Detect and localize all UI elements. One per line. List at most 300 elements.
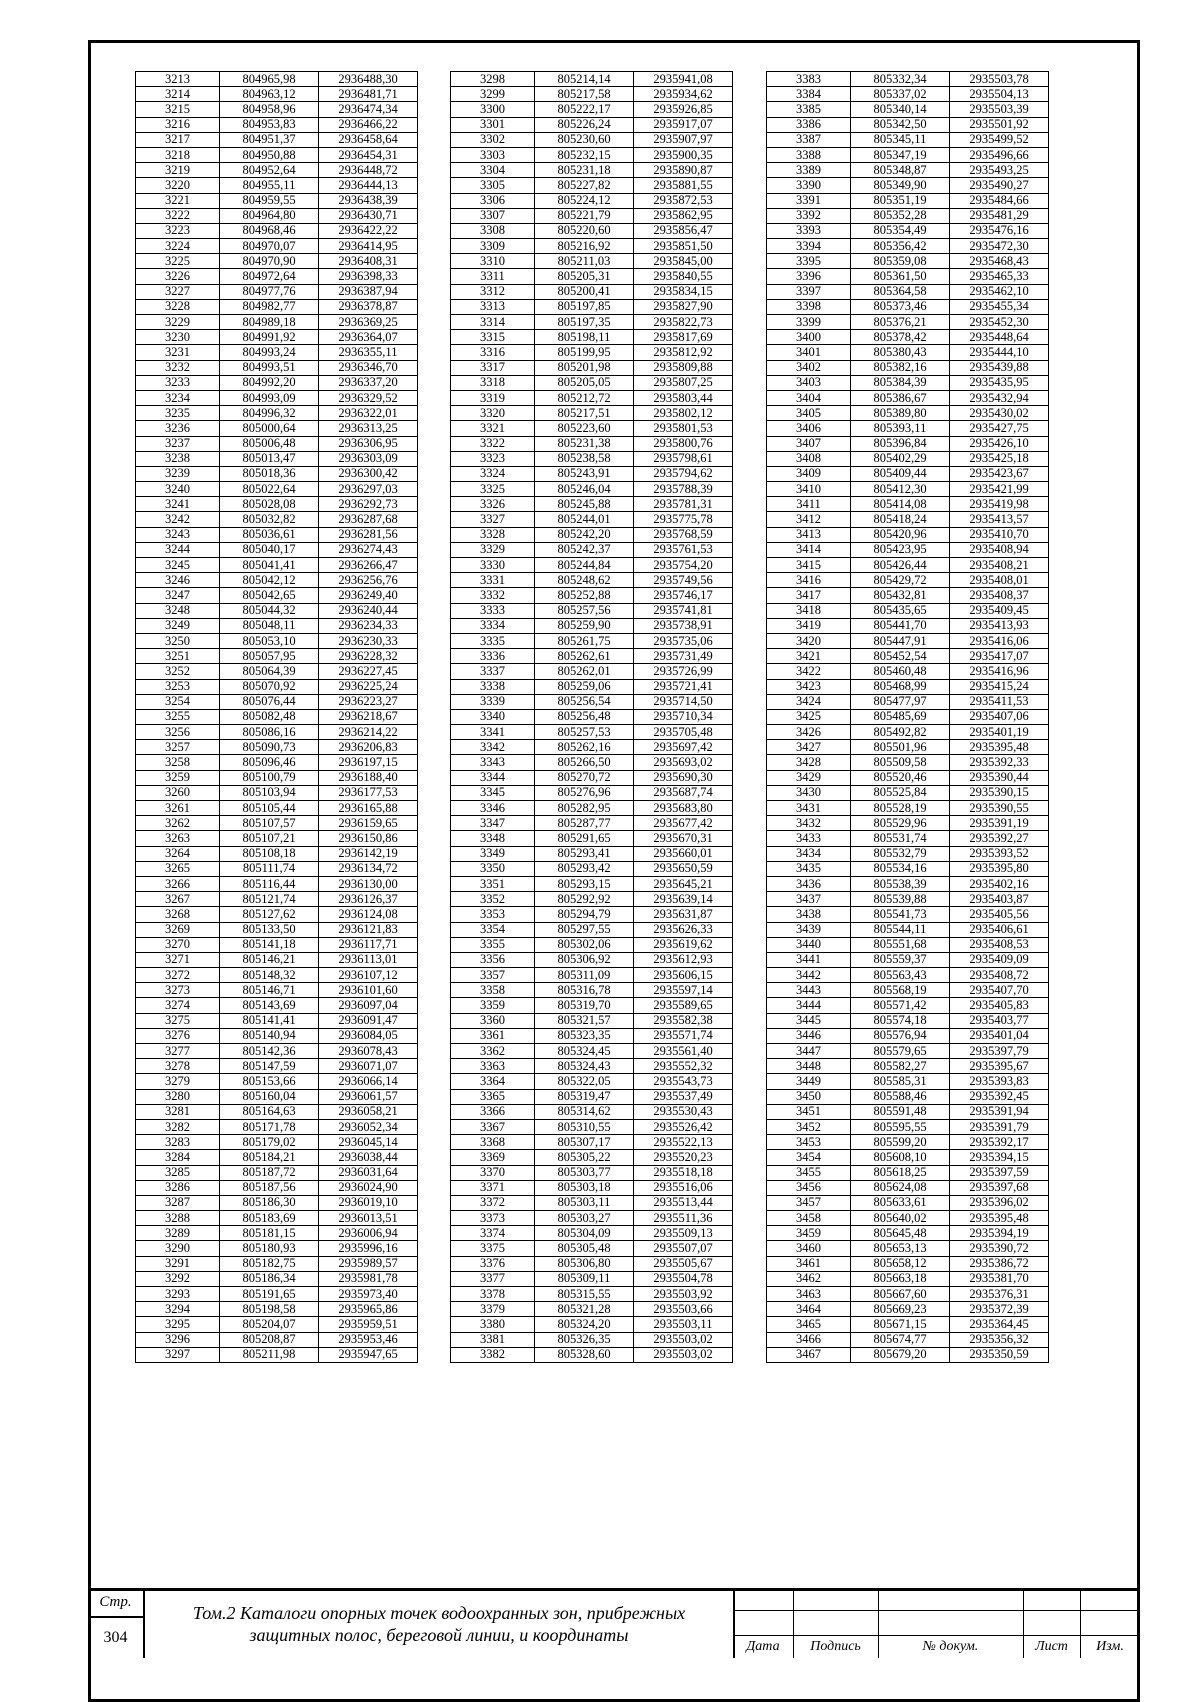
table-row <box>136 406 418 421</box>
table-row <box>767 755 1049 770</box>
x-coordinate-cell: 804951,37 <box>220 132 319 147</box>
table-row <box>136 740 418 755</box>
point-number-cell: 3232 <box>136 360 220 375</box>
y-coordinate-cell: 2935697,42 <box>634 740 733 755</box>
x-coordinate-cell: 805140,94 <box>220 1028 319 1043</box>
point-number-cell: 3247 <box>136 588 220 603</box>
y-coordinate-cell: 2935405,83 <box>950 998 1049 1013</box>
x-coordinate-cell: 805393,11 <box>851 421 950 436</box>
y-coordinate-cell: 2935397,59 <box>950 1165 1049 1180</box>
point-number-cell: 3433 <box>767 831 851 846</box>
table-row <box>767 573 1049 588</box>
x-coordinate-cell: 805183,69 <box>220 1211 319 1226</box>
y-coordinate-cell: 2936364,07 <box>319 330 418 345</box>
x-coordinate-cell: 805180,93 <box>220 1241 319 1256</box>
x-coordinate-cell: 805409,44 <box>851 466 950 481</box>
x-coordinate-cell: 805242,37 <box>535 542 634 557</box>
y-coordinate-cell: 2935552,32 <box>634 1059 733 1074</box>
table-row <box>767 952 1049 967</box>
table-row <box>136 1287 418 1302</box>
point-number-cell: 3240 <box>136 482 220 497</box>
point-number-cell: 3219 <box>136 163 220 178</box>
x-coordinate-cell: 805520,46 <box>851 770 950 785</box>
table-row <box>451 573 733 588</box>
table-row <box>767 1180 1049 1195</box>
revision-grid-line <box>733 1610 1140 1611</box>
point-number-cell: 3276 <box>136 1028 220 1043</box>
x-coordinate-cell: 805376,21 <box>851 315 950 330</box>
x-coordinate-cell: 805653,13 <box>851 1241 950 1256</box>
y-coordinate-cell: 2935392,17 <box>950 1135 1049 1150</box>
point-number-cell: 3373 <box>451 1211 535 1226</box>
point-number-cell: 3436 <box>767 876 851 891</box>
y-coordinate-cell: 2935408,53 <box>950 937 1049 952</box>
point-number-cell: 3461 <box>767 1256 851 1271</box>
table-row <box>451 330 733 345</box>
point-number-cell: 3420 <box>767 633 851 648</box>
point-number-cell: 3401 <box>767 345 851 360</box>
x-coordinate-cell: 805551,68 <box>851 937 950 952</box>
x-coordinate-cell: 805426,44 <box>851 558 950 573</box>
point-number-cell: 3326 <box>451 497 535 512</box>
point-number-cell: 3262 <box>136 816 220 831</box>
table-row <box>451 87 733 102</box>
point-number-cell: 3314 <box>451 315 535 330</box>
y-coordinate-cell: 2935934,62 <box>634 87 733 102</box>
point-number-cell: 3418 <box>767 603 851 618</box>
point-number-cell: 3234 <box>136 390 220 405</box>
table-row <box>451 1104 733 1119</box>
y-coordinate-cell: 2936458,64 <box>319 132 418 147</box>
table-row <box>451 208 733 223</box>
y-coordinate-cell: 2935455,34 <box>950 299 1049 314</box>
y-coordinate-cell: 2936266,47 <box>319 558 418 573</box>
x-coordinate-cell: 805261,75 <box>535 633 634 648</box>
x-coordinate-cell: 805306,92 <box>535 952 634 967</box>
y-coordinate-cell: 2935417,07 <box>950 649 1049 664</box>
y-coordinate-cell: 2935396,02 <box>950 1195 1049 1210</box>
point-number-cell: 3414 <box>767 542 851 557</box>
y-coordinate-cell: 2935392,45 <box>950 1089 1049 1104</box>
x-coordinate-cell: 805199,95 <box>535 345 634 360</box>
x-coordinate-cell: 805006,48 <box>220 436 319 451</box>
point-number-cell: 3254 <box>136 694 220 709</box>
x-coordinate-cell: 805509,58 <box>851 755 950 770</box>
table-row <box>136 1104 418 1119</box>
y-coordinate-cell: 2936306,95 <box>319 436 418 451</box>
table-row <box>767 785 1049 800</box>
x-coordinate-cell: 805160,04 <box>220 1089 319 1104</box>
y-coordinate-cell: 2935490,27 <box>950 178 1049 193</box>
x-coordinate-cell: 805227,82 <box>535 178 634 193</box>
table-row <box>767 1287 1049 1302</box>
y-coordinate-cell: 2936322,01 <box>319 406 418 421</box>
y-coordinate-cell: 2935513,44 <box>634 1195 733 1210</box>
y-coordinate-cell: 2935403,77 <box>950 1013 1049 1028</box>
y-coordinate-cell: 2935965,86 <box>319 1302 418 1317</box>
y-coordinate-cell: 2935504,13 <box>950 87 1049 102</box>
x-coordinate-cell: 805293,42 <box>535 861 634 876</box>
y-coordinate-cell: 2935408,94 <box>950 542 1049 557</box>
point-number-cell: 3419 <box>767 618 851 633</box>
y-coordinate-cell: 2936378,87 <box>319 299 418 314</box>
y-coordinate-cell: 2935851,50 <box>634 239 733 254</box>
y-coordinate-cell: 2935683,80 <box>634 801 733 816</box>
y-coordinate-cell: 2935687,74 <box>634 785 733 800</box>
point-number-cell: 3343 <box>451 755 535 770</box>
table-row <box>767 922 1049 937</box>
y-coordinate-cell: 2936024,90 <box>319 1180 418 1195</box>
point-number-cell: 3259 <box>136 770 220 785</box>
y-coordinate-cell: 2935416,06 <box>950 633 1049 648</box>
point-number-cell: 3338 <box>451 679 535 694</box>
table-row <box>451 345 733 360</box>
point-number-cell: 3379 <box>451 1302 535 1317</box>
x-coordinate-cell: 805441,70 <box>851 618 950 633</box>
table-row <box>451 1119 733 1134</box>
table-row <box>451 1059 733 1074</box>
point-number-cell: 3404 <box>767 390 851 405</box>
table-row <box>451 1195 733 1210</box>
point-number-cell: 3251 <box>136 649 220 664</box>
x-coordinate-cell: 804958,96 <box>220 102 319 117</box>
y-coordinate-cell: 2935386,72 <box>950 1256 1049 1271</box>
table-row <box>136 1135 418 1150</box>
x-coordinate-cell: 805201,98 <box>535 360 634 375</box>
table-row <box>136 269 418 284</box>
table-row <box>451 770 733 785</box>
point-number-cell: 3448 <box>767 1059 851 1074</box>
y-coordinate-cell: 2935775,78 <box>634 512 733 527</box>
y-coordinate-cell: 2936126,37 <box>319 892 418 907</box>
point-number-cell: 3242 <box>136 512 220 527</box>
point-number-cell: 3399 <box>767 315 851 330</box>
point-number-cell: 3214 <box>136 87 220 102</box>
x-coordinate-cell: 805303,11 <box>535 1195 634 1210</box>
table-row <box>767 117 1049 132</box>
point-number-cell: 3372 <box>451 1195 535 1210</box>
table-row <box>136 466 418 481</box>
x-coordinate-cell: 805658,12 <box>851 1256 950 1271</box>
x-coordinate-cell: 805121,74 <box>220 892 319 907</box>
table-row <box>136 1317 418 1332</box>
x-coordinate-cell: 805221,79 <box>535 208 634 223</box>
x-coordinate-cell: 805429,72 <box>851 573 950 588</box>
y-coordinate-cell: 2935481,29 <box>950 208 1049 223</box>
table-row <box>767 1135 1049 1150</box>
point-number-cell: 3422 <box>767 664 851 679</box>
x-coordinate-cell: 805452,54 <box>851 649 950 664</box>
x-coordinate-cell: 805226,24 <box>535 117 634 132</box>
table-row <box>767 831 1049 846</box>
table-row <box>136 588 418 603</box>
table-row <box>767 1332 1049 1347</box>
y-coordinate-cell: 2936061,57 <box>319 1089 418 1104</box>
table-row <box>136 117 418 132</box>
x-coordinate-cell: 805187,56 <box>220 1180 319 1195</box>
x-coordinate-cell: 805257,56 <box>535 603 634 618</box>
point-number-cell: 3432 <box>767 816 851 831</box>
y-coordinate-cell: 2935503,11 <box>634 1317 733 1332</box>
x-coordinate-cell: 805347,19 <box>851 147 950 162</box>
point-number-cell: 3273 <box>136 983 220 998</box>
table-row <box>451 1135 733 1150</box>
y-coordinate-cell: 2935612,93 <box>634 952 733 967</box>
y-coordinate-cell: 2935788,39 <box>634 482 733 497</box>
point-number-cell: 3265 <box>136 861 220 876</box>
table-row <box>451 694 733 709</box>
x-coordinate-cell: 805305,22 <box>535 1150 634 1165</box>
y-coordinate-cell: 2935419,98 <box>950 497 1049 512</box>
point-number-cell: 3377 <box>451 1271 535 1286</box>
point-number-cell: 3413 <box>767 527 851 542</box>
x-coordinate-cell: 805595,55 <box>851 1119 950 1134</box>
y-coordinate-cell: 2935503,66 <box>634 1302 733 1317</box>
x-coordinate-cell: 805303,77 <box>535 1165 634 1180</box>
table-row <box>136 527 418 542</box>
table-row <box>767 1150 1049 1165</box>
table-row <box>136 1044 418 1059</box>
x-coordinate-cell: 805153,66 <box>220 1074 319 1089</box>
y-coordinate-cell: 2936223,27 <box>319 694 418 709</box>
x-coordinate-cell: 804989,18 <box>220 315 319 330</box>
table-row <box>136 922 418 937</box>
point-number-cell: 3320 <box>451 406 535 421</box>
point-number-cell: 3279 <box>136 1074 220 1089</box>
y-coordinate-cell: 2935749,56 <box>634 573 733 588</box>
y-coordinate-cell: 2936300,42 <box>319 466 418 481</box>
point-number-cell: 3402 <box>767 360 851 375</box>
y-coordinate-cell: 2935862,95 <box>634 208 733 223</box>
x-coordinate-cell: 805070,92 <box>220 679 319 694</box>
y-coordinate-cell: 2935409,09 <box>950 952 1049 967</box>
x-coordinate-cell: 805000,64 <box>220 421 319 436</box>
y-coordinate-cell: 2935444,10 <box>950 345 1049 360</box>
table-row <box>136 831 418 846</box>
x-coordinate-cell: 805432,81 <box>851 588 950 603</box>
x-coordinate-cell: 805064,39 <box>220 664 319 679</box>
table-row <box>136 1302 418 1317</box>
y-coordinate-cell: 2935693,02 <box>634 755 733 770</box>
point-number-cell: 3221 <box>136 193 220 208</box>
x-coordinate-cell: 805082,48 <box>220 709 319 724</box>
point-number-cell: 3284 <box>136 1150 220 1165</box>
point-number-cell: 3217 <box>136 132 220 147</box>
table-row <box>767 937 1049 952</box>
x-coordinate-cell: 805303,27 <box>535 1211 634 1226</box>
point-number-cell: 3410 <box>767 482 851 497</box>
x-coordinate-cell: 804964,80 <box>220 208 319 223</box>
x-coordinate-cell: 805297,55 <box>535 922 634 937</box>
y-coordinate-cell: 2935509,13 <box>634 1226 733 1241</box>
point-number-cell: 3213 <box>136 72 220 87</box>
x-coordinate-cell: 804996,32 <box>220 406 319 421</box>
x-coordinate-cell: 805211,98 <box>220 1347 319 1362</box>
table-row <box>767 694 1049 709</box>
point-number-cell: 3231 <box>136 345 220 360</box>
x-coordinate-cell: 804991,92 <box>220 330 319 345</box>
y-coordinate-cell: 2935511,36 <box>634 1211 733 1226</box>
y-coordinate-cell: 2936019,10 <box>319 1195 418 1210</box>
table-row <box>136 618 418 633</box>
y-coordinate-cell: 2935462,10 <box>950 284 1049 299</box>
table-row <box>767 360 1049 375</box>
x-coordinate-cell: 805382,16 <box>851 360 950 375</box>
y-coordinate-cell: 2935499,52 <box>950 132 1049 147</box>
y-coordinate-cell: 2935670,31 <box>634 831 733 846</box>
table-row <box>136 983 418 998</box>
x-coordinate-cell: 805146,71 <box>220 983 319 998</box>
table-row <box>451 1287 733 1302</box>
change-label: Изм. <box>1096 1639 1124 1654</box>
x-coordinate-cell: 805262,16 <box>535 740 634 755</box>
x-coordinate-cell: 805107,57 <box>220 816 319 831</box>
point-number-cell: 3403 <box>767 375 851 390</box>
table-row <box>451 892 733 907</box>
y-coordinate-cell: 2936038,44 <box>319 1150 418 1165</box>
date-label: Дата <box>746 1639 780 1654</box>
point-number-cell: 3397 <box>767 284 851 299</box>
y-coordinate-cell: 2935426,10 <box>950 436 1049 451</box>
table-row <box>451 375 733 390</box>
x-coordinate-cell: 805100,79 <box>220 770 319 785</box>
table-row <box>136 132 418 147</box>
point-number-cell: 3459 <box>767 1226 851 1241</box>
x-coordinate-cell: 805252,88 <box>535 588 634 603</box>
y-coordinate-cell: 2936084,05 <box>319 1028 418 1043</box>
table-row <box>767 618 1049 633</box>
x-coordinate-cell: 805667,60 <box>851 1287 950 1302</box>
x-coordinate-cell: 805086,16 <box>220 725 319 740</box>
x-coordinate-cell: 805532,79 <box>851 846 950 861</box>
x-coordinate-cell: 805669,23 <box>851 1302 950 1317</box>
y-coordinate-cell: 2936045,14 <box>319 1135 418 1150</box>
point-number-cell: 3318 <box>451 375 535 390</box>
table-row <box>451 649 733 664</box>
table-row <box>136 315 418 330</box>
y-coordinate-cell: 2935435,95 <box>950 375 1049 390</box>
y-coordinate-cell: 2935754,20 <box>634 558 733 573</box>
x-coordinate-cell: 805378,42 <box>851 330 950 345</box>
x-coordinate-cell: 805232,15 <box>535 147 634 162</box>
x-coordinate-cell: 805663,18 <box>851 1271 950 1286</box>
x-coordinate-cell: 805044,32 <box>220 603 319 618</box>
revision-grid-line <box>733 1635 1140 1636</box>
table-row <box>451 360 733 375</box>
point-number-cell: 3222 <box>136 208 220 223</box>
table-row <box>767 1165 1049 1180</box>
x-coordinate-cell: 805032,82 <box>220 512 319 527</box>
y-coordinate-cell: 2935503,92 <box>634 1287 733 1302</box>
table-row <box>451 421 733 436</box>
point-number-cell: 3439 <box>767 922 851 937</box>
x-coordinate-cell: 805248,62 <box>535 573 634 588</box>
table-row <box>451 284 733 299</box>
y-coordinate-cell: 2935413,57 <box>950 512 1049 527</box>
x-coordinate-cell: 805576,94 <box>851 1028 950 1043</box>
y-coordinate-cell: 2935582,38 <box>634 1013 733 1028</box>
table-row <box>136 1089 418 1104</box>
table-row <box>136 876 418 891</box>
x-coordinate-cell: 805108,18 <box>220 846 319 861</box>
table-row <box>767 1089 1049 1104</box>
x-coordinate-cell: 805293,15 <box>535 876 634 891</box>
table-row <box>136 147 418 162</box>
table-row <box>136 345 418 360</box>
point-number-cell: 3288 <box>136 1211 220 1226</box>
point-number-cell: 3332 <box>451 588 535 603</box>
x-coordinate-cell: 805591,48 <box>851 1104 950 1119</box>
y-coordinate-cell: 2936240,44 <box>319 603 418 618</box>
point-number-cell: 3425 <box>767 709 851 724</box>
y-coordinate-cell: 2935472,30 <box>950 239 1049 254</box>
table-row <box>451 390 733 405</box>
point-number-cell: 3409 <box>767 466 851 481</box>
table-row <box>136 968 418 983</box>
x-coordinate-cell: 805311,09 <box>535 968 634 983</box>
x-coordinate-cell: 805324,43 <box>535 1059 634 1074</box>
table-row <box>451 1044 733 1059</box>
table-row <box>451 816 733 831</box>
x-coordinate-cell: 804955,11 <box>220 178 319 193</box>
point-number-cell: 3233 <box>136 375 220 390</box>
x-coordinate-cell: 805541,73 <box>851 907 950 922</box>
point-number-cell: 3349 <box>451 846 535 861</box>
table-row <box>136 87 418 102</box>
table-row <box>136 1347 418 1362</box>
y-coordinate-cell: 2935390,72 <box>950 1241 1049 1256</box>
table-row <box>136 360 418 375</box>
x-coordinate-cell: 805246,04 <box>535 482 634 497</box>
table-row <box>451 269 733 284</box>
table-row <box>451 254 733 269</box>
x-coordinate-cell: 805679,20 <box>851 1347 950 1362</box>
point-number-cell: 3246 <box>136 573 220 588</box>
y-coordinate-cell: 2935503,02 <box>634 1347 733 1362</box>
x-coordinate-cell: 805321,28 <box>535 1302 634 1317</box>
y-coordinate-cell: 2935589,65 <box>634 998 733 1013</box>
x-coordinate-cell: 804982,77 <box>220 299 319 314</box>
table-row <box>136 1013 418 1028</box>
x-coordinate-cell: 805276,96 <box>535 785 634 800</box>
y-coordinate-cell: 2935350,59 <box>950 1347 1049 1362</box>
x-coordinate-cell: 805568,19 <box>851 983 950 998</box>
x-coordinate-cell: 805396,84 <box>851 436 950 451</box>
x-coordinate-cell: 805316,78 <box>535 983 634 998</box>
x-coordinate-cell: 805042,12 <box>220 573 319 588</box>
x-coordinate-cell: 805141,41 <box>220 1013 319 1028</box>
table-row <box>136 861 418 876</box>
point-number-cell: 3392 <box>767 208 851 223</box>
point-number-cell: 3330 <box>451 558 535 573</box>
table-row <box>767 421 1049 436</box>
document-title <box>148 1602 730 1646</box>
document-title-line-1: Том.2 Каталоги опорных точек водоохранных зон, прибрежных <box>192 1603 686 1623</box>
y-coordinate-cell: 2935856,47 <box>634 223 733 238</box>
y-coordinate-cell: 2936177,53 <box>319 785 418 800</box>
x-coordinate-cell: 805345,11 <box>851 132 950 147</box>
point-number-cell: 3315 <box>451 330 535 345</box>
x-coordinate-cell: 805257,53 <box>535 725 634 740</box>
point-number-cell: 3313 <box>451 299 535 314</box>
y-coordinate-cell: 2936466,22 <box>319 117 418 132</box>
table-row <box>451 497 733 512</box>
y-coordinate-cell: 2935408,01 <box>950 573 1049 588</box>
table-row <box>767 102 1049 117</box>
table-row <box>451 527 733 542</box>
x-coordinate-cell: 805244,01 <box>535 512 634 527</box>
x-coordinate-cell: 805231,18 <box>535 163 634 178</box>
